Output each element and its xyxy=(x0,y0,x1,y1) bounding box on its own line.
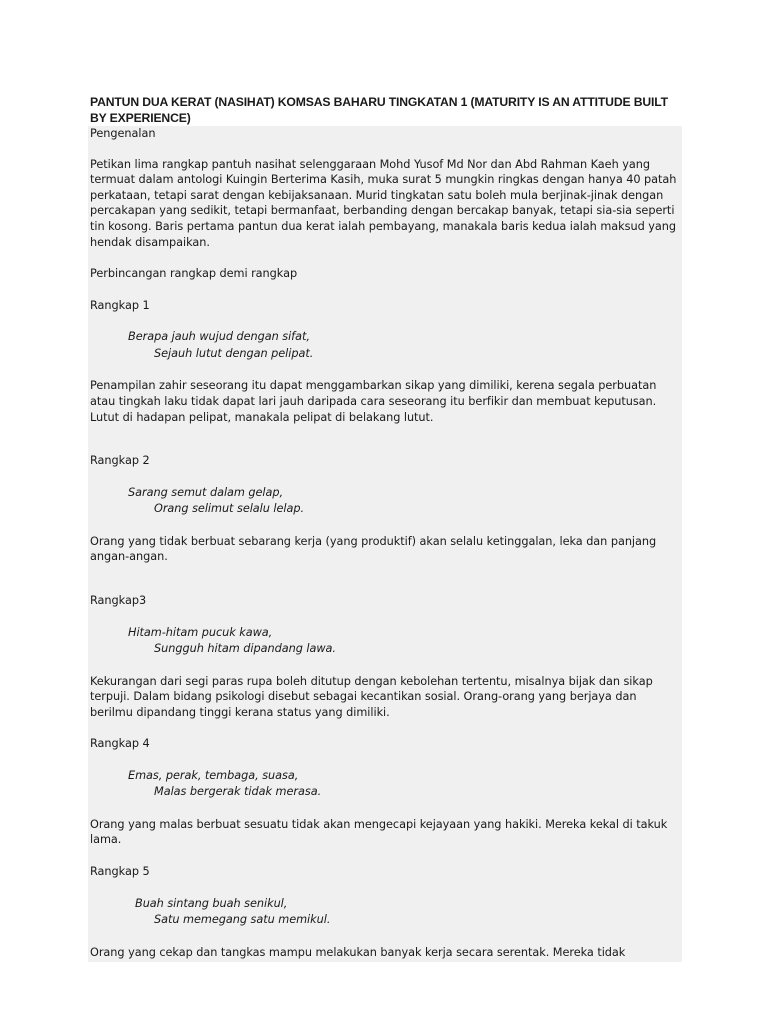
poem-line-2: Sejauh lutut dengan pelipat. xyxy=(154,346,314,360)
stanza-explanation: Orang yang tidak berbuat sebarang kerja (yang produktif) akan selalu ketinggalan, leka dan panjang angan-angan. xyxy=(90,534,657,564)
intro-paragraph: Petikan lima rangkap pantuh nasihat selenggaraan Mohd Yusof Md Nor dan Abd Rahman Kaeh yang termuat dalam antologi Kuingin Berterima Kasih, muka surat 5 mungkin ringkas dengan hanya 40 patah perkataan, tetapi sarat dengan kebijaksanaan. Murid tingkatan satu boleh mula berjinak-jinak dengan percakapan yang sedikit, tetapi bermanfaat, berbanding dengan bercakap banyak, tetapi sia-sia seperti tin kosong. Baris pertama pantun dua kerat ialah pembayang, manakala baris kedua ialah maksud yang hendak disampaikan. xyxy=(90,157,677,249)
stanza-explanation: Orang yang cekap dan tangkas mampu melakukan banyak kerja secara serentak. Mereka tidak xyxy=(90,945,626,959)
poem-line-2: Satu memegang satu memikul. xyxy=(154,913,331,927)
intro-heading: Pengenalan xyxy=(90,127,156,140)
stanza-label: Rangkap 4 xyxy=(90,737,150,751)
document-title: PANTUN DUA KERAT (NASIHAT) KOMSAS BAHARU TINGKATAN 1 (MATURITY IS AN ATTITUDE BUILT BY EXPERIENCE) xyxy=(90,95,668,125)
stanza-label: Rangkap 5 xyxy=(90,865,150,879)
poem-line-2: Orang selimut selalu lelap. xyxy=(154,502,305,516)
stanza-poem xyxy=(90,625,680,658)
stanza-label: Rangkap 1 xyxy=(90,298,150,312)
stanza-label: Rangkap 2 xyxy=(90,454,150,468)
stanza-poem xyxy=(90,485,680,518)
stanza-explanation: Kekurangan dari segi paras rupa boleh ditutup dengan kebolehan tertentu, misalnya bijak dan sikap terpuji. Dalam bidang psikologi disebut sebagai kecantikan sosial. Orang-orang yang berjaya dan berilmu dipandang tinggi kerana status yang dimiliki. xyxy=(90,674,653,719)
stanza-explanation: Penampilan zahir seseorang itu dapat menggambarkan sikap yang dimiliki, kerena segala perbuatan atau tingkah laku tidak dapat lari jauh daripada cara seseorang itu berfikir dan membuat keputusan. Lutut di hadapan pelipat, manakala pelipat di belakang lutut. xyxy=(90,379,657,424)
stanza-poem xyxy=(90,896,680,929)
poem-line-1: Buah sintang buah senikul, xyxy=(135,896,288,910)
stanza-explanation: Orang yang malas berbuat sesuatu tidak akan mengecapi kejayaan yang hakiki. Mereka kekal di takuk lama. xyxy=(90,817,668,847)
poem-line-2: Sungguh hitam dipandang lawa. xyxy=(154,642,336,655)
stanza-label: Rangkap3 xyxy=(90,593,147,607)
poem-line-1: Berapa jauh wujud dengan sifat, xyxy=(128,330,310,344)
discussion-heading: Perbincangan rangkap demi rangkap xyxy=(90,267,298,281)
poem-line-1: Sarang semut dalam gelap, xyxy=(128,485,284,499)
poem-line-2: Malas bergerak tidak merasa. xyxy=(154,785,322,799)
poem-line-1: Emas, perak, tembaga, suasa, xyxy=(128,768,299,782)
document-body xyxy=(88,126,682,962)
document xyxy=(88,94,682,962)
poem-line-1: Hitam-hitam pucuk kawa, xyxy=(128,625,273,639)
stanza-poem xyxy=(90,329,680,362)
stanza-poem xyxy=(90,768,680,801)
